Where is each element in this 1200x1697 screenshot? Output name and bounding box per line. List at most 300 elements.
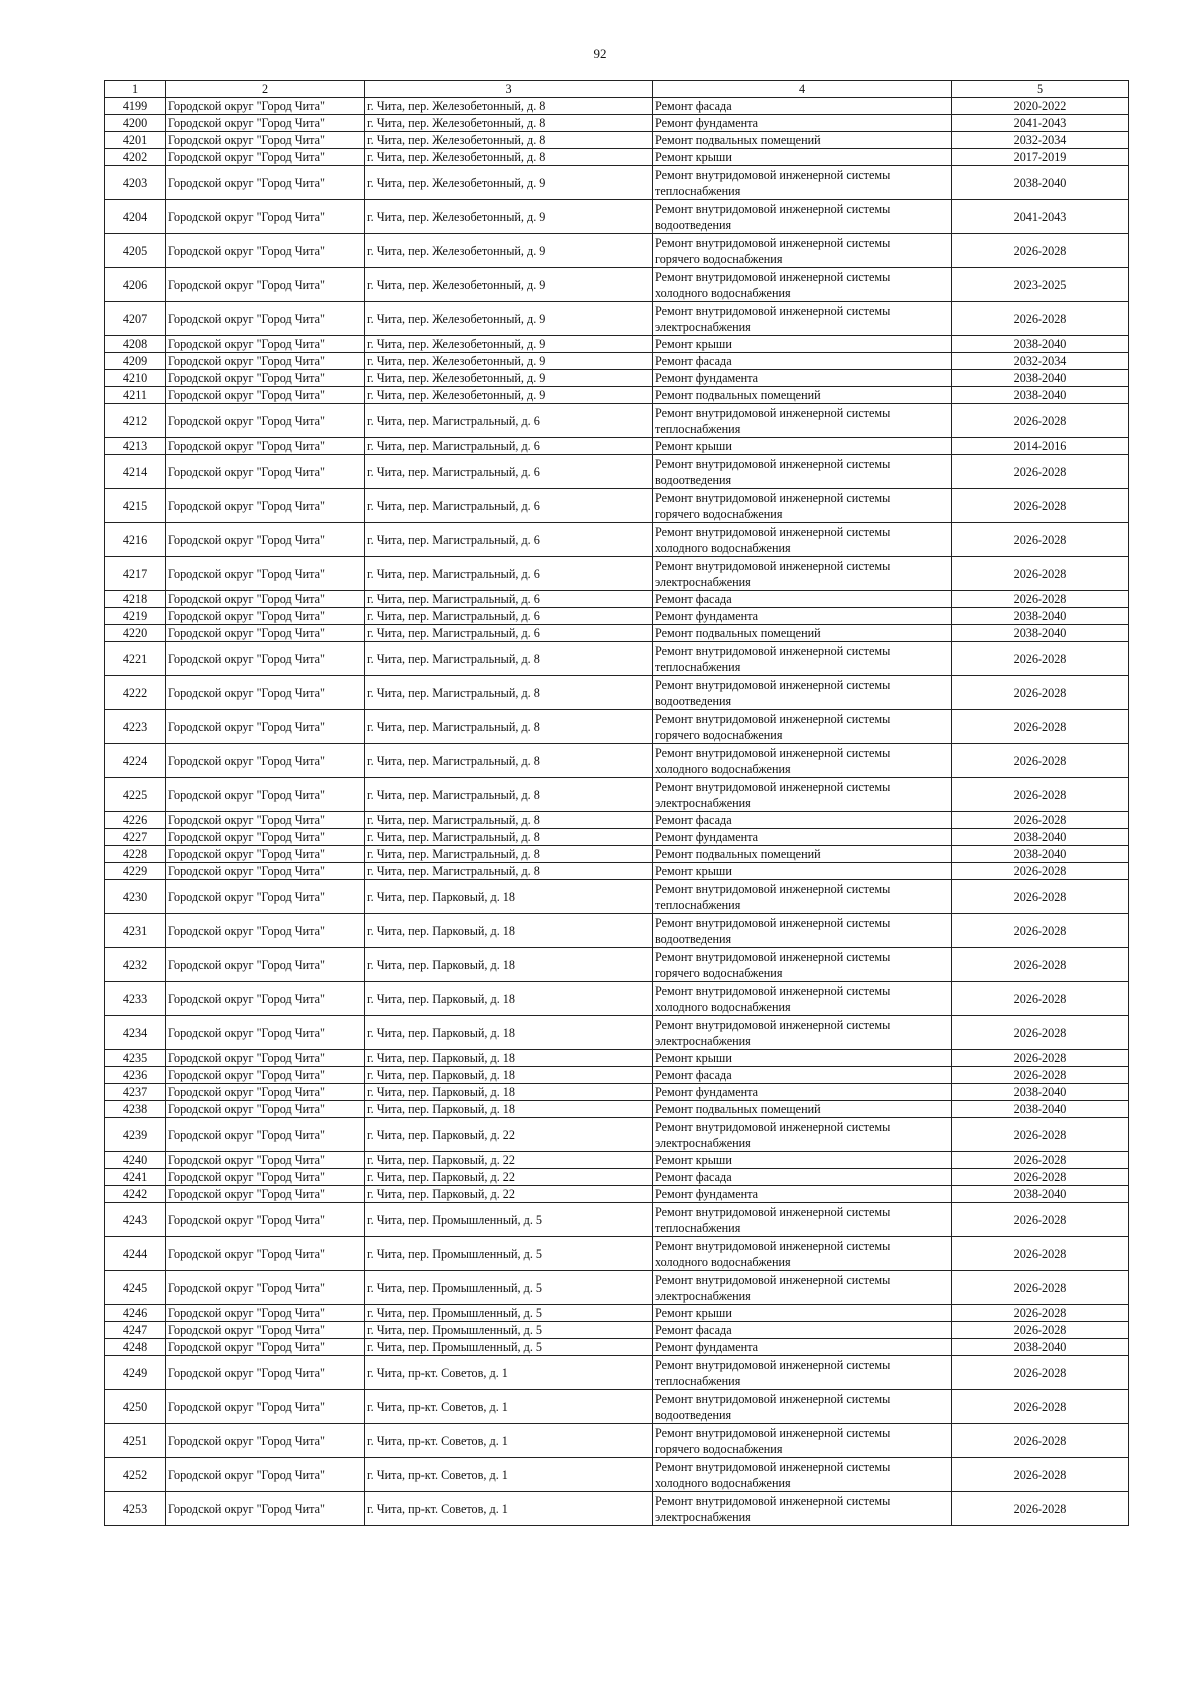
period-cell: 2038-2040 [952,387,1129,404]
work-type-line: Ремонт внутридомовой инженерной системы [655,643,891,658]
work-type-cell [653,98,952,115]
period-cell: 2026-2028 [952,1169,1129,1186]
row-number-cell: 4199 [105,98,166,115]
address-cell: г. Чита, пер. Железобетонный, д. 9 [365,234,653,268]
period-cell: 2038-2040 [952,370,1129,387]
period-cell: 2026-2028 [952,523,1129,557]
address-cell: г. Чита, пер. Парковый, д. 18 [365,914,653,948]
municipality-cell: Городской округ "Город Чита" [166,1424,365,1458]
work-type-cell [653,302,952,336]
work-type-line: Ремонт внутридомовой инженерной системы [655,405,891,420]
row-number-cell: 4204 [105,200,166,234]
work-type-cell [653,744,952,778]
table-row [105,523,1129,557]
work-type-cell [653,1067,952,1084]
row-number-cell: 4221 [105,642,166,676]
period-cell: 2026-2028 [952,1203,1129,1237]
work-type-line: Ремонт внутридомовой инженерной системы [655,558,891,573]
table-row [105,1152,1129,1169]
row-number-cell: 4202 [105,149,166,166]
work-type-line: Ремонт подвальных помещений [655,626,821,640]
row-number-cell: 4249 [105,1356,166,1390]
work-type-line: теплоснабжения [655,659,741,674]
address-cell: г. Чита, пер. Магистральный, д. 8 [365,642,653,676]
work-type-line: Ремонт фасада [655,354,732,368]
work-type-cell [653,591,952,608]
work-type-line: Ремонт внутридомовой инженерной системы [655,915,891,930]
work-type-line: водоотведения [655,931,732,946]
address-cell: г. Чита, пер. Парковый, д. 18 [365,1084,653,1101]
work-type-cell [653,608,952,625]
column-header-5: 5 [952,81,1129,98]
table-row [105,234,1129,268]
address-cell: г. Чита, пер. Парковый, д. 18 [365,948,653,982]
period-cell: 2014-2016 [952,438,1129,455]
municipality-cell: Городской округ "Город Чита" [166,132,365,149]
table-row [105,1050,1129,1067]
work-type-line: электроснабжения [655,574,751,589]
period-cell: 2026-2028 [952,455,1129,489]
municipality-cell: Городской округ "Город Чита" [166,642,365,676]
row-number-cell: 4241 [105,1169,166,1186]
table-row [105,642,1129,676]
work-type-line: Ремонт крыши [655,1153,732,1167]
row-number-cell: 4242 [105,1186,166,1203]
municipality-cell: Городской округ "Город Чита" [166,302,365,336]
address-cell: г. Чита, пер. Парковый, д. 22 [365,1169,653,1186]
work-type-cell [653,863,952,880]
work-type-cell [653,523,952,557]
table-row [105,948,1129,982]
address-cell: г. Чита, пер. Магистральный, д. 6 [365,438,653,455]
work-type-cell [653,1101,952,1118]
period-cell: 2026-2028 [952,710,1129,744]
row-number-cell: 4235 [105,1050,166,1067]
work-type-line: электроснабжения [655,1288,751,1303]
period-cell: 2026-2028 [952,1016,1129,1050]
period-cell: 2026-2028 [952,1067,1129,1084]
address-cell: г. Чита, пер. Магистральный, д. 8 [365,778,653,812]
period-cell: 2026-2028 [952,404,1129,438]
row-number-cell: 4205 [105,234,166,268]
row-number-cell: 4207 [105,302,166,336]
repair-schedule-table [104,80,1129,1526]
work-type-line: горячего водоснабжения [655,965,783,980]
municipality-cell: Городской округ "Город Чита" [166,676,365,710]
work-type-cell [653,948,952,982]
table-row [105,132,1129,149]
address-cell: г. Чита, пер. Железобетонный, д. 9 [365,166,653,200]
work-type-cell [653,1050,952,1067]
row-number-cell: 4247 [105,1322,166,1339]
municipality-cell: Городской округ "Город Чита" [166,863,365,880]
work-type-line: Ремонт внутридомовой инженерной системы [655,1391,891,1406]
work-type-line: Ремонт фасада [655,1068,732,1082]
column-header-3: 3 [365,81,653,98]
period-cell: 2026-2028 [952,744,1129,778]
row-number-cell: 4226 [105,812,166,829]
municipality-cell: Городской округ "Город Чита" [166,404,365,438]
work-type-line: Ремонт внутридомовой инженерной системы [655,167,891,182]
work-type-cell [653,1237,952,1271]
row-number-cell: 4213 [105,438,166,455]
table-row [105,812,1129,829]
row-number-cell: 4231 [105,914,166,948]
address-cell: г. Чита, пер. Магистральный, д. 6 [365,608,653,625]
address-cell: г. Чита, пер. Промышленный, д. 5 [365,1339,653,1356]
work-type-cell [653,676,952,710]
row-number-cell: 4215 [105,489,166,523]
work-type-line: горячего водоснабжения [655,1441,783,1456]
period-cell: 2026-2028 [952,863,1129,880]
row-number-cell: 4223 [105,710,166,744]
row-number-cell: 4217 [105,557,166,591]
address-cell: г. Чита, пер. Парковый, д. 18 [365,1016,653,1050]
work-type-cell [653,1424,952,1458]
period-cell: 2026-2028 [952,557,1129,591]
table-row [105,200,1129,234]
address-cell: г. Чита, пр-кт. Советов, д. 1 [365,1356,653,1390]
address-cell: г. Чита, пер. Железобетонный, д. 8 [365,149,653,166]
address-cell: г. Чита, пер. Железобетонный, д. 9 [365,353,653,370]
address-cell: г. Чита, пер. Магистральный, д. 6 [365,489,653,523]
row-number-cell: 4250 [105,1390,166,1424]
work-type-cell [653,812,952,829]
address-cell: г. Чита, пр-кт. Советов, д. 1 [365,1424,653,1458]
municipality-cell: Городской округ "Город Чита" [166,591,365,608]
table-row [105,370,1129,387]
municipality-cell: Городской округ "Город Чита" [166,1305,365,1322]
municipality-cell: Городской округ "Город Чита" [166,744,365,778]
address-cell: г. Чита, пер. Парковый, д. 22 [365,1152,653,1169]
row-number-cell: 4211 [105,387,166,404]
address-cell: г. Чита, пер. Железобетонный, д. 8 [365,132,653,149]
row-number-cell: 4227 [105,829,166,846]
municipality-cell: Городской округ "Город Чита" [166,1492,365,1526]
municipality-cell: Городской округ "Город Чита" [166,1322,365,1339]
row-number-cell: 4234 [105,1016,166,1050]
work-type-line: Ремонт внутридомовой инженерной системы [655,881,891,896]
work-type-line: электроснабжения [655,1509,751,1524]
work-type-cell [653,1322,952,1339]
period-cell: 2026-2028 [952,676,1129,710]
work-type-line: Ремонт фундамента [655,1085,759,1099]
period-cell: 2026-2028 [952,234,1129,268]
period-cell: 2038-2040 [952,166,1129,200]
address-cell: г. Чита, пер. Магистральный, д. 8 [365,744,653,778]
table-row [105,1186,1129,1203]
address-cell: г. Чита, пер. Парковый, д. 18 [365,982,653,1016]
work-type-line: Ремонт крыши [655,337,732,351]
period-cell: 2026-2028 [952,982,1129,1016]
work-type-cell [653,710,952,744]
work-type-line: водоотведения [655,693,732,708]
period-cell: 2026-2028 [952,591,1129,608]
work-type-cell [653,1305,952,1322]
table-row [105,404,1129,438]
address-cell: г. Чита, пер. Железобетонный, д. 9 [365,268,653,302]
period-cell: 2032-2034 [952,132,1129,149]
column-header-2: 2 [166,81,365,98]
work-type-cell [653,200,952,234]
work-type-line: холодного водоснабжения [655,285,791,300]
address-cell: г. Чита, пер. Парковый, д. 22 [365,1186,653,1203]
period-cell: 2026-2028 [952,1492,1129,1526]
work-type-line: Ремонт фундамента [655,371,759,385]
address-cell: г. Чита, пер. Парковый, д. 18 [365,1050,653,1067]
table-row [105,166,1129,200]
work-type-line: Ремонт внутридомовой инженерной системы [655,711,891,726]
period-cell: 2026-2028 [952,948,1129,982]
table-row [105,1390,1129,1424]
municipality-cell: Городской округ "Город Чита" [166,829,365,846]
period-cell: 2026-2028 [952,914,1129,948]
work-type-line: Ремонт внутридомовой инженерной системы [655,1204,891,1219]
period-cell: 2038-2040 [952,1186,1129,1203]
period-cell: 2026-2028 [952,642,1129,676]
page-number: 92 [593,46,607,61]
municipality-cell: Городской округ "Город Чита" [166,1101,365,1118]
row-number-cell: 4251 [105,1424,166,1458]
work-type-line: Ремонт крыши [655,1306,732,1320]
municipality-cell: Городской округ "Город Чита" [166,115,365,132]
municipality-cell: Городской округ "Город Чита" [166,268,365,302]
table-row [105,1305,1129,1322]
municipality-cell: Городской округ "Город Чита" [166,812,365,829]
work-type-cell [653,982,952,1016]
row-number-cell: 4245 [105,1271,166,1305]
table-row [105,115,1129,132]
table-row [105,1067,1129,1084]
municipality-cell: Городской округ "Город Чита" [166,166,365,200]
work-type-line: Ремонт подвальных помещений [655,133,821,147]
table-row [105,1118,1129,1152]
table-row [105,98,1129,115]
municipality-cell: Городской округ "Город Чита" [166,1203,365,1237]
row-number-cell: 4233 [105,982,166,1016]
table-row [105,1322,1129,1339]
work-type-cell [653,268,952,302]
work-type-line: Ремонт внутридомовой инженерной системы [655,1119,891,1134]
work-type-line: холодного водоснабжения [655,999,791,1014]
work-type-line: Ремонт фундамента [655,1187,759,1201]
work-type-line: электроснабжения [655,795,751,810]
work-type-line: Ремонт фасада [655,1323,732,1337]
table-row [105,1016,1129,1050]
work-type-line: Ремонт внутридомовой инженерной системы [655,269,891,284]
period-cell: 2026-2028 [952,1271,1129,1305]
municipality-cell: Городской округ "Город Чита" [166,1152,365,1169]
work-type-cell [653,1186,952,1203]
work-type-cell [653,1339,952,1356]
table-row [105,353,1129,370]
work-type-line: Ремонт подвальных помещений [655,388,821,402]
period-cell: 2026-2028 [952,812,1129,829]
work-type-line: горячего водоснабжения [655,506,783,521]
work-type-line: теплоснабжения [655,897,741,912]
period-cell: 2026-2028 [952,778,1129,812]
work-type-cell [653,336,952,353]
municipality-cell: Городской округ "Город Чита" [166,149,365,166]
table-row [105,676,1129,710]
municipality-cell: Городской округ "Город Чита" [166,1390,365,1424]
work-type-line: Ремонт фундамента [655,1340,759,1354]
municipality-cell: Городской округ "Город Чита" [166,1186,365,1203]
work-type-line: Ремонт внутридомовой инженерной системы [655,1357,891,1372]
municipality-cell: Городской округ "Город Чита" [166,846,365,863]
row-number-cell: 4212 [105,404,166,438]
municipality-cell: Городской округ "Город Чита" [166,608,365,625]
work-type-cell [653,1356,952,1390]
table-header-row [105,81,1129,98]
municipality-cell: Городской округ "Город Чита" [166,710,365,744]
work-type-cell [653,557,952,591]
period-cell: 2026-2028 [952,1322,1129,1339]
table-row [105,1458,1129,1492]
municipality-cell: Городской округ "Город Чита" [166,1169,365,1186]
address-cell: г. Чита, пер. Железобетонный, д. 9 [365,370,653,387]
municipality-cell: Городской округ "Город Чита" [166,387,365,404]
municipality-cell: Городской округ "Город Чита" [166,353,365,370]
table-row [105,268,1129,302]
address-cell: г. Чита, пер. Магистральный, д. 6 [365,557,653,591]
period-cell: 2041-2043 [952,115,1129,132]
work-type-line: Ремонт внутридомовой инженерной системы [655,490,891,505]
address-cell: г. Чита, пер. Железобетонный, д. 9 [365,387,653,404]
table-row [105,778,1129,812]
period-cell: 2026-2028 [952,1237,1129,1271]
table-row [105,455,1129,489]
address-cell: г. Чита, пер. Магистральный, д. 6 [365,591,653,608]
municipality-cell: Городской округ "Город Чита" [166,1118,365,1152]
table-row [105,625,1129,642]
work-type-line: Ремонт внутридомовой инженерной системы [655,1238,891,1253]
table-row [105,438,1129,455]
row-number-cell: 4240 [105,1152,166,1169]
work-type-cell [653,778,952,812]
municipality-cell: Городской округ "Город Чита" [166,523,365,557]
table-row [105,1203,1129,1237]
row-number-cell: 4216 [105,523,166,557]
work-type-cell [653,370,952,387]
work-type-line: холодного водоснабжения [655,761,791,776]
work-type-line: теплоснабжения [655,421,741,436]
work-type-line: теплоснабжения [655,1220,741,1235]
work-type-line: Ремонт фасада [655,1170,732,1184]
address-cell: г. Чита, пер. Промышленный, д. 5 [365,1237,653,1271]
row-number-cell: 4229 [105,863,166,880]
period-cell: 2020-2022 [952,98,1129,115]
address-cell: г. Чита, пер. Промышленный, д. 5 [365,1305,653,1322]
work-type-line: Ремонт фундамента [655,609,759,623]
address-cell: г. Чита, пер. Магистральный, д. 8 [365,829,653,846]
work-type-line: Ремонт внутридомовой инженерной системы [655,524,891,539]
row-number-cell: 4228 [105,846,166,863]
work-type-cell [653,1492,952,1526]
row-number-cell: 4208 [105,336,166,353]
address-cell: г. Чита, пер. Парковый, д. 22 [365,1118,653,1152]
work-type-cell [653,455,952,489]
period-cell: 2026-2028 [952,1152,1129,1169]
table-row [105,863,1129,880]
work-type-line: электроснабжения [655,1135,751,1150]
period-cell: 2026-2028 [952,1458,1129,1492]
address-cell: г. Чита, пер. Магистральный, д. 8 [365,846,653,863]
work-type-line: водоотведения [655,1407,732,1422]
period-cell: 2026-2028 [952,880,1129,914]
address-cell: г. Чита, пер. Промышленный, д. 5 [365,1203,653,1237]
work-type-cell [653,1390,952,1424]
table-row [105,1424,1129,1458]
row-number-cell: 4252 [105,1458,166,1492]
table-row [105,489,1129,523]
row-number-cell: 4214 [105,455,166,489]
work-type-line: Ремонт крыши [655,150,732,164]
work-type-cell [653,438,952,455]
table-row [105,710,1129,744]
work-type-line: Ремонт крыши [655,1051,732,1065]
work-type-line: холодного водоснабжения [655,1254,791,1269]
row-number-cell: 4222 [105,676,166,710]
work-type-line: Ремонт внутридомовой инженерной системы [655,235,891,250]
row-number-cell: 4246 [105,1305,166,1322]
work-type-line: Ремонт фундамента [655,830,759,844]
address-cell: г. Чита, пер. Магистральный, д. 6 [365,455,653,489]
period-cell: 2026-2028 [952,1424,1129,1458]
address-cell: г. Чита, пер. Магистральный, д. 8 [365,676,653,710]
row-number-cell: 4209 [105,353,166,370]
municipality-cell: Городской округ "Город Чита" [166,1084,365,1101]
address-cell: г. Чита, пер. Парковый, д. 18 [365,1101,653,1118]
work-type-cell [653,1271,952,1305]
address-cell: г. Чита, пер. Парковый, д. 18 [365,1067,653,1084]
address-cell: г. Чита, пер. Магистральный, д. 8 [365,863,653,880]
work-type-cell [653,846,952,863]
work-type-cell [653,829,952,846]
work-type-cell [653,489,952,523]
work-type-line: электроснабжения [655,319,751,334]
row-number-cell: 4239 [105,1118,166,1152]
period-cell: 2026-2028 [952,1305,1129,1322]
municipality-cell: Городской округ "Город Чита" [166,98,365,115]
table-row [105,1271,1129,1305]
municipality-cell: Городской округ "Город Чита" [166,880,365,914]
table-row [105,914,1129,948]
work-type-cell [653,166,952,200]
work-type-cell [653,625,952,642]
municipality-cell: Городской округ "Город Чита" [166,1271,365,1305]
table-row [105,1084,1129,1101]
address-cell: г. Чита, пр-кт. Советов, д. 1 [365,1492,653,1526]
period-cell: 2038-2040 [952,1084,1129,1101]
work-type-cell [653,1152,952,1169]
period-cell: 2041-2043 [952,200,1129,234]
period-cell: 2026-2028 [952,1050,1129,1067]
row-number-cell: 4230 [105,880,166,914]
work-type-line: холодного водоснабжения [655,540,791,555]
address-cell: г. Чита, пр-кт. Советов, д. 1 [365,1458,653,1492]
work-type-line: теплоснабжения [655,1373,741,1388]
address-cell: г. Чита, пр-кт. Советов, д. 1 [365,1390,653,1424]
municipality-cell: Городской округ "Город Чита" [166,982,365,1016]
municipality-cell: Городской округ "Город Чита" [166,370,365,387]
row-number-cell: 4225 [105,778,166,812]
address-cell: г. Чита, пер. Железобетонный, д. 9 [365,200,653,234]
table-row [105,1101,1129,1118]
address-cell: г. Чита, пер. Промышленный, д. 5 [365,1322,653,1339]
work-type-line: Ремонт фасада [655,592,732,606]
work-type-line: Ремонт внутридомовой инженерной системы [655,456,891,471]
